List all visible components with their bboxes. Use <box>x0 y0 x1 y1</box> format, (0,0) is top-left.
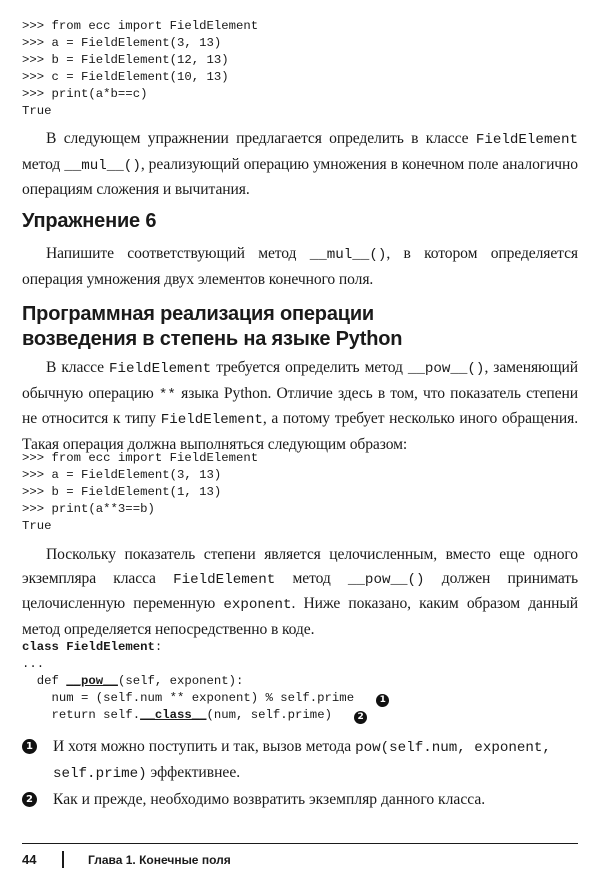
text-run: Напишите соответствующий метод <box>46 245 310 262</box>
paragraph-pow-intro <box>22 356 578 456</box>
code-inline: FieldElement <box>160 412 263 428</box>
text-run: И хотя можно поступить и так, вызов метода <box>53 738 356 755</box>
code-method-name: __pow__ <box>66 674 118 688</box>
chapter-title: Глава 1. Конечные поля <box>88 853 231 867</box>
code-text: return self. <box>22 708 141 722</box>
code-inline: __mul__() <box>64 157 141 174</box>
text-run: В классе <box>46 359 109 376</box>
code-line: >>> c = FieldElement(10, 13) <box>22 70 229 84</box>
page-number: 44 <box>22 852 37 867</box>
callout-marker-1: 1 <box>22 739 37 754</box>
code-inline: ** <box>158 386 176 403</box>
text-run: Поскольку показатель степени является целочисленным, вместо еще одного экземпляра класса <box>22 546 578 587</box>
exercise-paragraph <box>22 242 578 291</box>
code-inline: exponent <box>223 597 292 613</box>
code-inline: pow(self.num, exponent, self.prime) <box>53 740 551 782</box>
text-run: эффективнее. <box>146 763 241 781</box>
code-inline: FieldElement <box>109 361 212 377</box>
code-block-2 <box>22 450 258 535</box>
paragraph-pow-exponent <box>22 543 578 641</box>
text-run: , заменяющий обычную операцию <box>22 359 578 402</box>
text-run: , реализующий операцию умножения в конечном поле аналогично операциям сложения и вычитания. <box>22 155 578 198</box>
code-line: ... <box>22 657 45 671</box>
callout-note-2 <box>22 788 582 812</box>
code-inline: __pow__() <box>407 361 485 377</box>
callout-note-text: Как и прежде, необходимо возвратить экземпляр данного класса. <box>53 791 486 808</box>
footer-separator <box>62 851 64 868</box>
code-line: >>> from ecc import FieldElement <box>22 451 259 465</box>
code-line: >>> b = FieldElement(12, 13) <box>22 53 229 67</box>
code-line <box>22 673 389 690</box>
code-line <box>22 707 389 724</box>
section-heading-line: Программная реализация операции <box>22 303 375 325</box>
text-run: . Ниже показано, каким образом данный метод определяется непосредственно в коде. <box>22 595 578 638</box>
code-text: num = (self.num ** exponent) % self.prime <box>22 691 355 705</box>
code-line: >>> a = FieldElement(3, 13) <box>22 468 222 482</box>
exercise-heading: Упражнение 6 <box>22 210 157 232</box>
code-text: (self, exponent): <box>117 674 244 688</box>
code-dunder-class: __class__ <box>140 708 207 722</box>
code-line: >>> print(a**3==b) <box>22 502 155 516</box>
code-keyword: class <box>22 640 59 654</box>
text-run: , а потому требует несколько иного обращения. Такая операция должна выполняться следующим образом: <box>22 410 578 453</box>
code-line: >>> print(a*b==c) <box>22 87 148 101</box>
callout-note-text <box>22 735 582 786</box>
text-run: языка Python. Отличие здесь в том, что показатель степени не относится к типу <box>22 384 578 427</box>
code-text: : <box>154 640 163 654</box>
code-class-name: FieldElement <box>66 640 155 654</box>
code-line <box>22 639 389 656</box>
callout-marker-2: 2 <box>354 711 367 724</box>
code-line: True <box>22 104 52 118</box>
text-run: В следующем упражнении предлагается определить в классе <box>46 130 476 147</box>
callout-marker-1: 1 <box>376 694 389 707</box>
callout-note-1 <box>22 735 582 786</box>
code-line: >>> b = FieldElement(1, 13) <box>22 485 222 499</box>
callout-marker-2: 2 <box>22 792 37 807</box>
code-line: >>> from ecc import FieldElement <box>22 19 259 33</box>
text-run: метод <box>275 569 348 587</box>
code-line: >>> a = FieldElement(3, 13) <box>22 36 222 50</box>
code-block-3 <box>22 639 389 724</box>
text-run: требуется определить метод <box>211 359 408 376</box>
code-inline: __pow__() <box>347 571 425 588</box>
paragraph-mul-intro <box>22 127 578 202</box>
text-run: метод <box>22 155 65 173</box>
code-inline: __mul__() <box>309 247 387 263</box>
code-inline: FieldElement <box>475 132 578 148</box>
footer-rule <box>22 843 578 844</box>
code-inline: FieldElement <box>173 571 276 588</box>
code-text: def <box>22 674 67 688</box>
code-line: True <box>22 519 52 533</box>
section-heading-line: возведения в степень на языке Python <box>22 328 403 350</box>
section-heading <box>22 302 402 352</box>
code-line <box>22 690 389 707</box>
code-text: (num, self.prime) <box>206 708 332 722</box>
text-run: , в котором определяется операция умножения двух элементов конечного поля. <box>22 245 578 288</box>
text-run: должен принимать целочисленную переменную <box>22 569 578 612</box>
code-block-1 <box>22 18 258 120</box>
